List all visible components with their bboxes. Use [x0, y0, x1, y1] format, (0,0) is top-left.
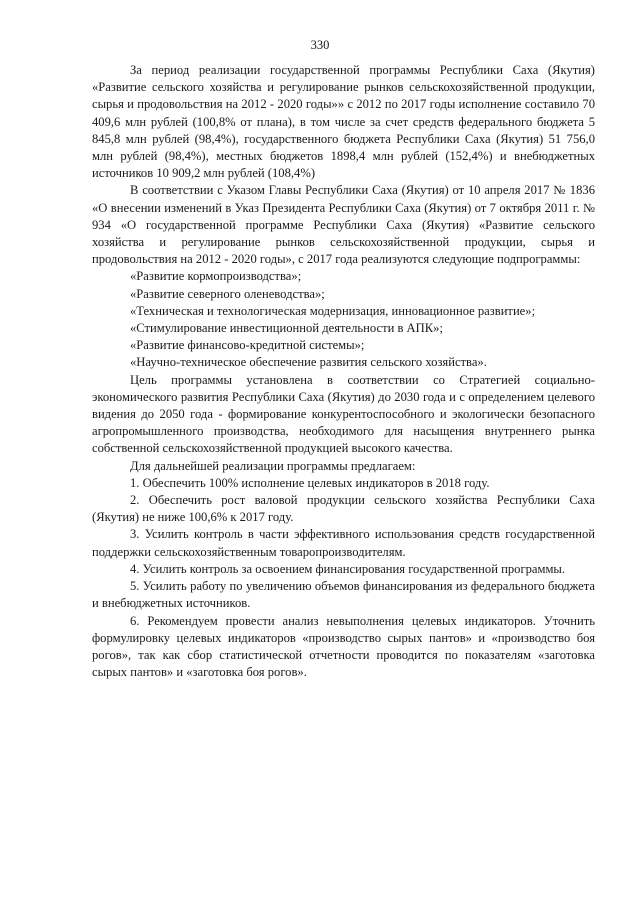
proposal-item: 5. Усилить работу по увеличению объемов финансирования из федерального бюджета и внебюджетных источников. — [92, 579, 595, 611]
subprogram-item: «Научно-техническое обеспечение развития сельского хозяйства». — [130, 355, 487, 370]
document-body — [92, 62, 595, 681]
proposal-item: 3. Усилить контроль в части эффективного использования средств государственной поддержки сельскохозяйственным товаропроизводителям. — [92, 527, 595, 559]
subprogram-item: «Техническая и технологическая модернизация, инновационное развитие»; — [130, 303, 536, 318]
proposal-item: 6. Рекомендуем провести анализ невыполнения целевых индикаторов. Уточнить формулировку целевых индикаторов «производство сырых пантов» и «производство боя рогов», так как сбор статистической отчетности проводится по показателям «заготовка сырых пантов» и «заготовка боя рогов». — [92, 613, 595, 680]
proposal-item: 4. Усилить контроль за освоением финансирования государственной программы. — [130, 561, 566, 576]
decree-paragraph: В соответствии с Указом Главы Республики Саха (Якутия) от 10 апреля 2017 № 1836 «О внесении изменений в Указ Президента Республики Саха (Якутия) от 7 октября 2011 г. № 934 «О государственной программе Республики Саха (Якутия) «Развитие сельского хозяйства и регулирование рынков сельскохозяйственной продукции, сырья и продовольствия на 2012 - 2020 годы», с 2017 года реализуются следующие подпрограммы: — [92, 183, 595, 267]
subprogram-item: «Развитие кормопроизводства»; — [130, 269, 302, 284]
subprogram-item: «Развитие финансово-кредитной системы»; — [130, 338, 365, 353]
subprogram-item: «Развитие северного оленеводства»; — [130, 286, 325, 301]
proposal-item: 1. Обеспечить 100% исполнение целевых индикаторов в 2018 году. — [130, 475, 490, 490]
proposals-intro: Для дальнейшей реализации программы предлагаем: — [130, 458, 416, 473]
proposal-item: 2. Обеспечить рост валовой продукции сельского хозяйства Республики Саха (Якутия) не ниже 100,6% к 2017 году. — [92, 493, 595, 525]
execution-paragraph: За период реализации государственной программы Республики Саха (Якутия) «Развитие сельского хозяйства и регулирование рынков сельскохозяйственной продукции, сырья и продовольствия на 2012 - 2020 годы»» с 2012 по 2017 годы исполнение составило 70 409,6 млн рублей (100,8% от плана), в том числе за счет средств федерального бюджета 5 845,8 млн рублей (98,4%), государственного бюджета Республики Саха (Якутия) 51 756,0 млн рублей (98,4%), местных бюджетов 1898,4 млн рублей (152,4%) и внебюджетных источников 10 909,2 млн рублей (108,4%) — [92, 63, 595, 181]
subprogram-item: «Стимулирование инвестиционной деятельности в АПК»; — [130, 321, 443, 336]
goal-paragraph: Цель программы установлена в соответствии со Стратегией социально-экономического развития Республики Саха (Якутия) до 2030 года и с определением целевого видения до 2050 года - формирование конкурентоспособного и экологически безопасного агропромышленного производства, необходимого для насыщения внутреннего рынка собственной сельскохозяйственной продукцией высокого качества. — [92, 372, 595, 456]
page-number: 330 — [310, 38, 330, 52]
